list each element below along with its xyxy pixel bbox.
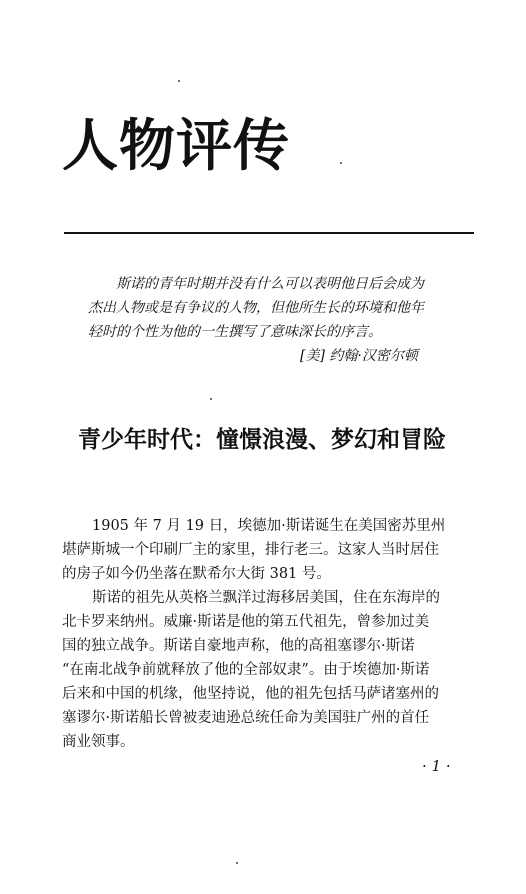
paragraph-line: 国的独立战争。斯诺自豪地声称，他的高祖塞谬尔·斯诺 xyxy=(62,638,415,654)
paragraph-line: 北卡罗来纳州。威廉·斯诺是他的第五代祖先，曾参加过美 xyxy=(62,614,430,630)
epigraph-line: 轻时的个性为他的一生撰写了意味深长的序言。 xyxy=(88,324,382,340)
paragraph-line: 后来和中国的机缘，他坚持说，他的祖先包括马萨诸塞州的 xyxy=(62,686,439,702)
body-text xyxy=(62,514,482,754)
paragraph-line: 1905 年 7 月 19 日，埃德加·斯诺诞生在美国密苏里州 xyxy=(92,518,446,534)
scan-speck xyxy=(340,162,342,164)
epigraph-line: 斯诺的青年时期并没有什么可以表明他日后会成为 xyxy=(116,276,424,292)
paragraph-line: 塞谬尔·斯诺船长曾被麦迪逊总统任命为美国驻广州的首任 xyxy=(62,710,430,726)
title-divider xyxy=(64,232,474,234)
section-heading: 青少年时代：憧憬浪漫、梦幻和冒险 xyxy=(78,426,446,453)
scan-speck xyxy=(210,398,212,400)
paragraph-line: “在南北战争前就释放了他的全部奴隶”。由于埃德加·斯诺 xyxy=(62,662,430,678)
scan-speck xyxy=(236,862,238,864)
epigraph-line: 杰出人物或是有争议的人物，但他所生长的环境和他年 xyxy=(88,300,424,316)
epigraph-attribution: [美] 约翰·汉密尔顿 xyxy=(300,348,418,364)
paragraph-line: 堪萨斯城一个印刷厂主的家里，排行老三。这家人当时居住 xyxy=(62,542,439,558)
scan-speck xyxy=(178,80,180,82)
paragraph-line: 斯诺的祖先从英格兰飘洋过海移居美国，住在东海岸的 xyxy=(92,590,440,606)
page-number: · 1 · xyxy=(422,757,451,775)
epigraph xyxy=(88,272,480,344)
chapter-title: 人物评传 xyxy=(62,113,290,179)
paragraph-line: 的房子如今仍坐落在默希尔大街 381 号。 xyxy=(62,566,331,582)
paragraph-line: 商业领事。 xyxy=(62,734,135,750)
